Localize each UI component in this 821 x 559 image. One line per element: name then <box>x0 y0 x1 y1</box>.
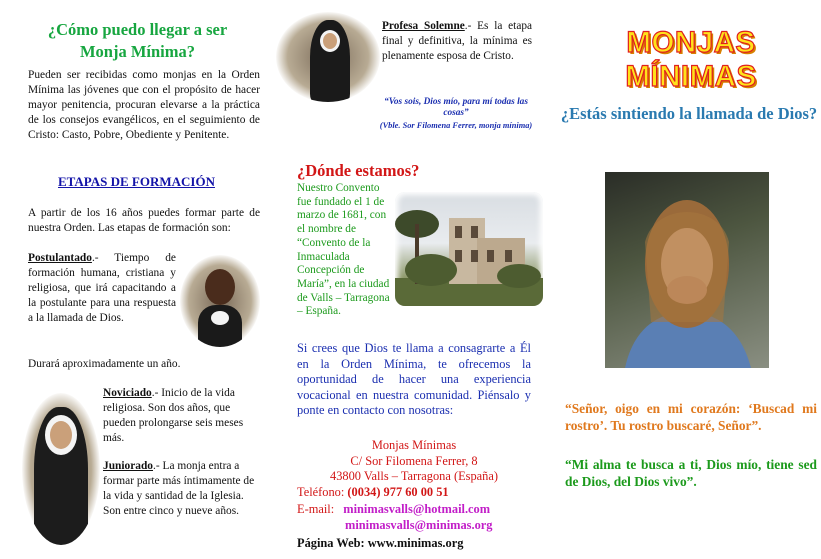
postulantado-text: .- Tiempo de formación humana, cristiana y religiosa, que irá capacitando a la postulante para una respuesta a la llamada de Dios. <box>28 252 176 325</box>
noviciado-paragraph <box>103 386 261 446</box>
noviciado-text: .- Inicio de la vida religiosa. Son dos años, que pueden prolongarse seis meses más. <box>103 387 244 445</box>
profesa-term: Profesa Solemne <box>382 20 465 32</box>
contact-block <box>297 438 531 485</box>
quote-attribution: (Vble. Sor Filomena Ferrer, monja mínima) <box>379 120 533 130</box>
praying-girl-photo <box>605 172 769 368</box>
profesa-paragraph <box>382 19 532 64</box>
contact-city: 43800 Valls – Tarragona (España) <box>330 469 498 484</box>
email-label: E-mail: <box>297 502 335 516</box>
convent-photo <box>395 192 543 306</box>
postulantado-paragraph <box>28 251 176 326</box>
email-link-2[interactable]: minimasvalls@minimas.org <box>345 517 493 532</box>
panel-right <box>545 0 821 559</box>
professed-nun-photo <box>276 12 380 102</box>
postulantado-term: Postulantado <box>28 252 92 264</box>
filomena-quote <box>378 97 534 131</box>
etapas-intro: A partir de los 16 años puedes formar parte de nuestra Orden. Las etapas de formación son: <box>28 207 260 235</box>
profesa-text: .- Es la etapa final y definitiva, la mínima es plenamente esposa de Cristo. <box>382 20 532 62</box>
phone-line <box>297 485 537 501</box>
novice-photo <box>22 393 100 545</box>
panel-middle <box>270 0 545 559</box>
postulant-photo <box>180 255 260 347</box>
contact-street: C/ Sor Filomena Ferrer, 8 <box>350 453 478 468</box>
convent-building-icon <box>395 192 543 306</box>
praying-figure-icon <box>605 172 769 368</box>
web-label: Página Web: <box>297 536 365 550</box>
brochure-title: MONJAS MÍNIMAS <box>625 26 757 93</box>
juniorado-text: .- La monja entra a formar parte más íntimamente de la vida y santidad de la Iglesia. Son entre cinco y nueve años. <box>103 460 255 518</box>
quote-senor: “Señor, oigo en mi corazón: ‘Buscad mi rostro’. Tu rostro buscaré, Señor”. <box>565 401 817 434</box>
quote-mi-alma: “Mi alma te busca a ti, Dios mío, tiene sed de Dios, del Dios vivo”. <box>565 457 817 490</box>
web-line <box>297 536 537 551</box>
phone-label: Teléfono: <box>297 485 345 499</box>
postulantado-duration: Durará aproximadamente un año. <box>28 358 181 370</box>
panel-left <box>0 0 270 559</box>
noviciado-term: Noviciado <box>103 387 152 399</box>
intro-paragraph: Pueden ser recibidas como monjas en la Orden Mínima las jóvenes que con el propósito de hacer mayor penitencia, procuran elevarse a la práctica de los consejos evangélicos, en el seguimiento de Cristo: Casto, Pobre, Obediente y Penitente. <box>28 69 260 142</box>
llamada-subtitle: ¿Estás sintiendo la llamada de Dios? <box>560 104 818 123</box>
invitation-text: Si crees que Dios te llama a consagrarte a Él en la Orden Mínima, te ofrecemos la oportunidad de hacer una experiencia vocacional en nuestra comunidad. Piénsalo y ponte en contacto con nosotras: <box>297 341 531 418</box>
donde-heading: ¿Dónde estamos? <box>297 161 420 180</box>
contact-name: Monjas Mínimas <box>371 438 457 452</box>
email-link-1[interactable]: minimasvalls@hotmail.com <box>343 502 491 516</box>
web-link[interactable]: www.minimas.org <box>367 536 464 550</box>
quote-text: “Vos sois, Dios mío, para mí todas las cosas” <box>384 97 528 119</box>
juniorado-paragraph <box>103 459 261 519</box>
juniorado-term: Juniorado <box>103 460 154 472</box>
phone-number: (0034) 977 60 00 51 <box>347 485 449 499</box>
etapas-heading: ETAPAS DE FORMACIÓN <box>58 174 215 189</box>
vocation-title: ¿Cómo puedo llegar a ser Monja Mínima? <box>47 20 228 61</box>
email-block <box>297 502 537 533</box>
convento-text: Nuestro Convento fue fundado el 1 de marzo de 1681, con el nombre de “Convento de la Inmaculada Concepción de María”, en la ciudad de Valls – Tarragona – España. <box>297 182 390 318</box>
